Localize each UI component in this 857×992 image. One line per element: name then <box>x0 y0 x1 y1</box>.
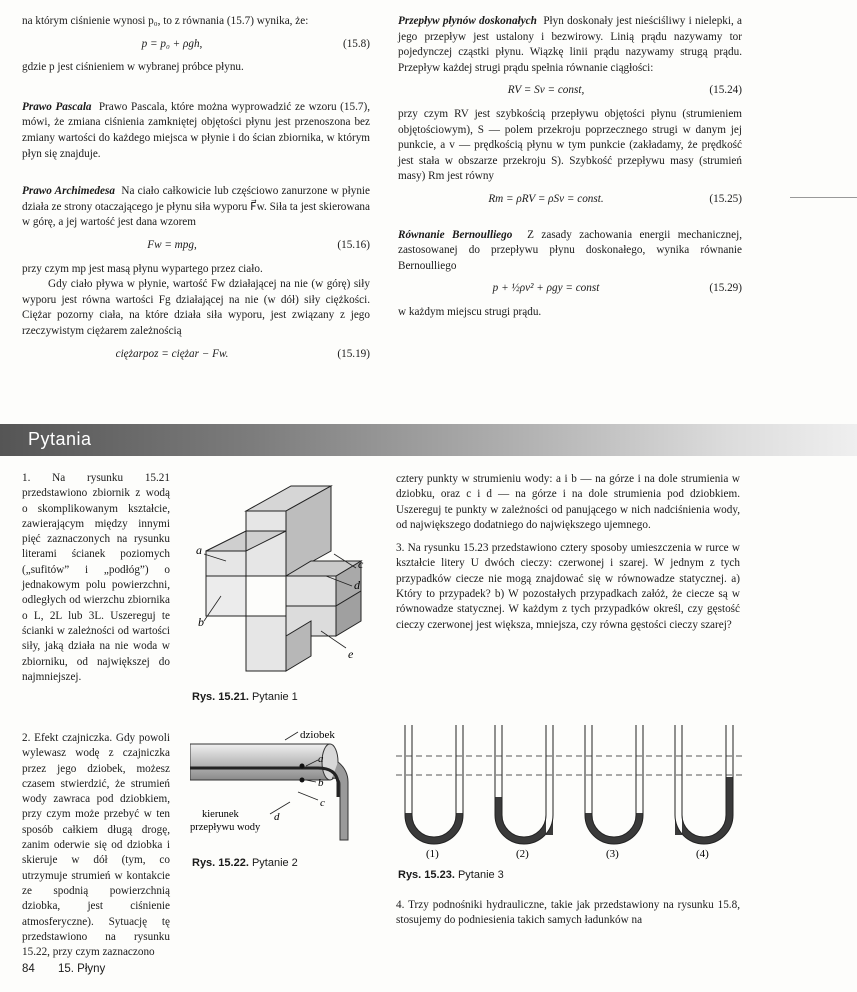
direction-label: kierunek <box>202 809 239 820</box>
pascal-heading: Prawo Pascala <box>22 100 92 113</box>
figure-15-22 <box>190 722 370 852</box>
equation-formula: p + ½ρv² + ρgy = const <box>492 282 600 295</box>
question-3-text: 3. Na rysunku 15.23 przedstawiono cztery sposoby umieszczenia w rurce w kształcie litery U dwóch cieczy: czerwonej i szarej. W jednym z tych przypadków ciecze nie mogą znajdować się w równowadze statycznej. a) Który to przypadek? b) W pozostałych przypadkach załóż, że ciecze są w równowadze statycznej. W każdym z tych przypadków określ, czy gęstość cieczy czerwonej jest większa, mniejsza, czy równa gęstości cieczy szarej? <box>396 542 740 631</box>
floating-paragraph: Gdy ciało pływa w płynie, wartość Fw działającej na nie (w górę) siły wyporu jest równa wartości Fg działającej na nie (w dół) siły ciężkości. Ciężar pozorny ciała, na które działa siła wyporu, jest związany z jego rzeczywistym ciężarem zależnością <box>22 278 370 337</box>
figure-15-23 <box>396 725 742 865</box>
equation-number: (15.24) <box>709 84 742 97</box>
pascal-text: Prawo Pascala, które można wyprowadzić ze wzoru (15.7), mówi, że zmiana ciśnienia zamkniętej objętości płynu jest przenoszona bez zmiany wartości do każdego miejsca w płynie i do ścian zbiornika, w którym płyn się znajduje. <box>22 100 371 160</box>
summary-left-column <box>22 14 370 370</box>
pascal-paragraph <box>22 100 370 162</box>
tube-wall <box>502 725 546 837</box>
spout-label: dziobek <box>300 729 335 741</box>
equation-number: (15.16) <box>337 238 370 251</box>
body-text: w każdym miejscu strugi prądu. <box>398 305 542 318</box>
tube-label: (4) <box>696 848 709 860</box>
figure-15-22-caption <box>192 856 298 872</box>
tube-liquid <box>585 813 643 844</box>
question-2-text: 2. Efekt czajniczka. Gdy powoli wylewasz wodę z czajniczka przez jego dziobek, możesz czasem stwierdzić, że strumień wody zawraca pod dziobkiem, przy czym może przebyć w ten sposób całkiem długą drogę, zanim oderwie się od dziobka i skieruje w dół (tym, co utrzymuje strumień w kontakcie ze spodnią powierzchnią dziobka, jest ciśnienie atmosferyczne). Sytuację tę przedstawiono na rysunku 15.22, przy czym zaznaczono <box>22 732 170 959</box>
page-number: 84 <box>22 963 35 975</box>
equation-15-29 <box>398 281 742 297</box>
summary-right-column <box>398 14 742 321</box>
equation-formula: Fw = mpg, <box>147 238 197 251</box>
equation-formula: ciężarpoz = ciężar − Fw. <box>115 347 229 360</box>
margin-rule <box>790 197 857 198</box>
equation-formula: Rm = ρRV = ρSv = const. <box>488 192 604 205</box>
archimedes-paragraph <box>22 184 370 231</box>
tube-wall <box>412 725 456 837</box>
volume-flow-paragraph: przy czym RV jest szybkością przepływu objętości płynu (strumieniem objętościowym), S — polem przekroju poprzecznego strugi w danym jej punkcie, a v — prędkością płynu w tym punkcie (zakładamy, że prędkość jest stała w obszarze przekroju S). Szybkość przepływu masy (strumień masy) Rm jest równy <box>398 107 742 183</box>
tube-label: (3) <box>606 848 619 860</box>
question-4 <box>396 898 740 929</box>
caption-text: Pytanie 2 <box>251 857 298 869</box>
archimedes-heading: Prawo Archimedesa <box>22 185 115 198</box>
figure-letter: a <box>196 543 202 557</box>
caption-text: Pytanie 3 <box>457 869 504 881</box>
u-tube <box>585 725 643 860</box>
direction-label: przepływu wody <box>190 822 261 833</box>
u-tube <box>675 725 733 860</box>
figure-letter: b <box>198 615 204 629</box>
equation-formula: RV = Sv = const, <box>507 84 585 97</box>
question-2 <box>22 731 170 960</box>
figure-letter: a <box>318 753 324 765</box>
figure-letter: d <box>274 811 280 823</box>
section-band <box>0 424 857 456</box>
equation-formula: p = p₀ + ρgh, <box>141 37 203 50</box>
equation-15-24 <box>398 83 742 99</box>
figure-letter: b <box>318 777 324 789</box>
question-2-text-start <box>22 731 170 960</box>
equation-number: (15.19) <box>337 347 370 360</box>
body-text: gdzie p jest ciśnieniem w wybranej próbce płynu. <box>22 61 244 74</box>
equation-number: (15.8) <box>342 37 370 50</box>
tube-label: (1) <box>426 848 439 860</box>
tube-wall <box>592 725 636 837</box>
bernoulli-paragraph <box>398 228 742 275</box>
ideal-fluid-paragraph <box>398 14 742 76</box>
archimedes-text: Na ciało całkowicie lub częściowo zanurzone w płynie działa ze strony otaczającego je płynu siła wyporu F⃗w. Siła ta jest skierowana w górę, a jej wartość jest dana wzorem <box>22 185 370 229</box>
question-1-text: 1. Na rysunku 15.21 przedstawiono zbiornik z wodą o skomplikowanym kształcie, zawierającym między innymi pięć zaznaczonych na rysunku literami ścianek poziomych („sufitów” i „podłóg”) o jednakowym polu powierzchni, odległych od wierzchu zbiornika o L, 2L lub 3L. Uszereguj te ścianki w zależności od wartości siły, jaką działa na nie woda w zbiorniku, od największej do najmniejszej. <box>22 472 170 683</box>
question-4-text: 4. Trzy podnośniki hydrauliczne, takie jak przedstawiony na rysunku 15.8, stosujemy do podniesienia takich samych ładunków na <box>396 899 740 927</box>
bernoulli-heading: Równanie Bernoulliego <box>398 228 513 241</box>
caption-number: Rys. 15.22. <box>192 857 249 869</box>
equation-15-19 <box>22 347 370 363</box>
equation-number: (15.29) <box>709 282 742 295</box>
body-text: przy czym mp jest masą płynu wypartego przez ciało. <box>22 262 263 275</box>
figure-letter: d <box>354 578 360 592</box>
equation-number: (15.25) <box>709 192 742 205</box>
figure-15-21-caption <box>192 690 298 706</box>
caption-number: Rys. 15.23. <box>398 869 455 881</box>
figure-15-21 <box>186 476 386 686</box>
section-title: Pytania <box>28 429 92 449</box>
ideal-fluid-text: Płyn doskonały jest nieściśliwy i nielepki, a jego przepływ jest ustalony i bezwirowy. Linią prądu nazywamy tor pojedynczej cząstki płynu. Wiązkę linii prądu nazywamy strugą prądu. Przepływ każdej strugi prądu spełnia równanie ciągłości: <box>398 15 743 74</box>
figure-15-23-caption <box>398 868 504 884</box>
caption-number: Rys. 15.21. <box>192 691 249 703</box>
figure-letter: c <box>358 557 364 571</box>
equation-15-8 <box>22 37 370 53</box>
tube-wall <box>682 725 726 837</box>
tube-label: (2) <box>516 848 529 860</box>
question-2-continued: cztery punkty w strumieniu wody: a i b — na górze i na dole strumienia w dziobku, oraz c i d — na górze i na dole strumienia pod dziobkiem. Uszereguj te punkty w zależności od panującego w nich nadciśnienia wody, od największego dodatniego do największego ujemnego. <box>396 473 740 531</box>
chapter-name: 15. Płyny <box>58 963 106 975</box>
caption-text: Pytanie 1 <box>251 691 298 703</box>
question-1 <box>22 471 170 685</box>
bernoulli-text: Z zasady zachowania energii mechanicznej, zastosowanej do przepływu płynu doskonałego, wynika równanie Bernoulliego <box>398 228 742 272</box>
figure-letter: e <box>348 647 354 661</box>
tube-liquid <box>675 777 733 844</box>
questions-right-column <box>396 472 740 633</box>
equation-15-16 <box>22 238 370 254</box>
u-tube <box>405 725 463 860</box>
equation-15-25 <box>398 192 742 208</box>
intro-text: na którym ciśnienie wynosi p₀, to z równania (15.7) wynika, że: <box>22 15 309 27</box>
figure-letter: c <box>320 797 325 809</box>
tube-liquid <box>405 813 463 844</box>
ideal-fluid-heading: Przepływ płynów doskonałych <box>398 15 537 27</box>
u-tube <box>495 725 553 860</box>
